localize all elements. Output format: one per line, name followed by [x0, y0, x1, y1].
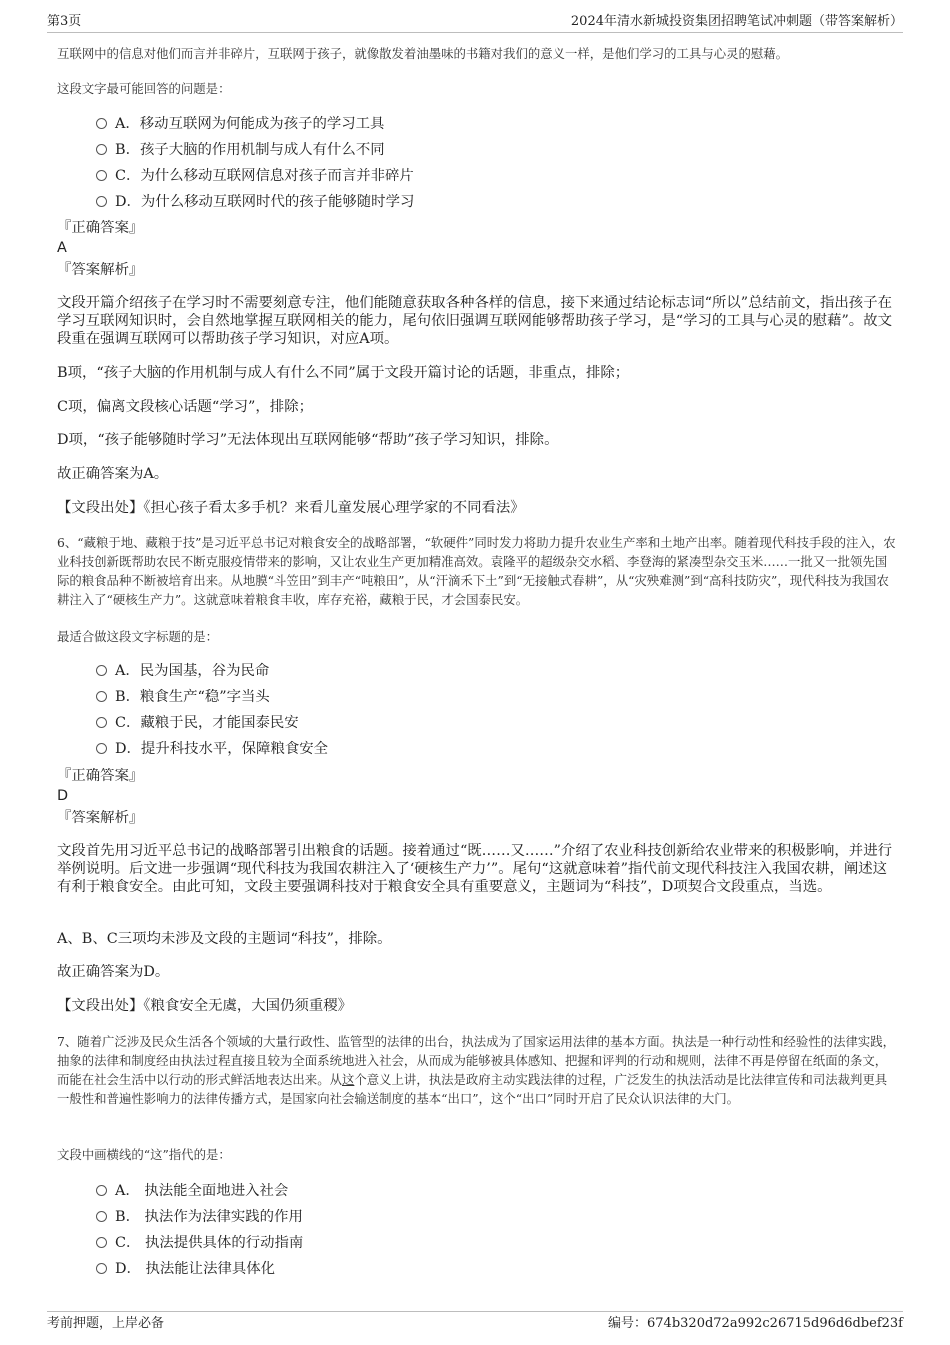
q7-options — [96, 1178, 303, 1282]
q6-stem: 最适合做这段文字标题的是： — [57, 629, 219, 644]
underlined-word: 这 — [341, 1072, 355, 1087]
q5-answer: A — [57, 240, 67, 256]
radio-icon[interactable] — [96, 665, 107, 676]
q6-answer-label: 『正确答案』 — [57, 768, 144, 784]
q6-conclusion: 故正确答案为D。 — [57, 964, 170, 980]
q5-analysis-c: C项，偏离文段核心话题“学习”，排除； — [57, 399, 313, 415]
q6-option-a[interactable]: A．民为国基，谷为民命 — [96, 658, 328, 684]
document-id: 编号：674b320d72a992c26715d96d6dbef23f — [608, 1316, 903, 1331]
q6-option-b[interactable]: B．粮食生产“稳”字当头 — [96, 684, 328, 710]
q6-option-c[interactable]: C．藏粮于民，才能国泰民安 — [96, 710, 328, 736]
q6-answer: D — [57, 788, 69, 804]
document-title: 2024年清水新城投资集团招聘笔试冲刺题（带答案解析） — [570, 14, 903, 29]
footer-slogan: 考前押题，上岸必备 — [47, 1316, 165, 1331]
q6-analysis-label: 『答案解析』 — [57, 810, 144, 826]
q7-passage: 7、随着广泛涉及民众生活各个领域的大量行政性、监管型的法律的出台，执法成为了国家运用法律的基本方面。执法是一种行动性和经验性的法律实践，抽象的法律和制度经由执法过程直接且较为全面系统地进入社会，从而成为能够被具体感知、把握和评判的行动和规则，法律不再是停留在纸面的条文，而能在社会生活中以行动的形式鲜活地表达出来。从这个意义上讲，执法是政府主动实践法律的过程，广泛发生的执法活动是比法律宣传和司法裁判更具一般性和普遍性影响力的法律传播方式，是国家向社会输送制度的基本“出口”，这个“出口”同时开启了民众认识法律的大门。 — [57, 1034, 896, 1106]
radio-icon[interactable] — [96, 1211, 107, 1222]
q5-analysis-main: 文段开篇介绍孩子在学习时不需要刻意专注，他们能随意获取各种各样的信息，接下来通过结论标志词“所以”总结前文，指出孩子在学习互联网知识时，会自然地掌握互联网相关的能力，尾句依旧强调互联网能够帮助孩子学习，是“学习的工具与心灵的慰藉”。故文段重在强调互联网可以帮助孩子学习知识，对应A项。 — [57, 295, 892, 347]
radio-icon[interactable] — [96, 196, 107, 207]
q5-analysis-label: 『答案解析』 — [57, 262, 144, 278]
q5-option-a[interactable]: A．移动互联网为何能成为孩子的学习工具 — [96, 111, 414, 137]
q5-conclusion: 故正确答案为A。 — [57, 466, 169, 482]
q5-source: 【文段出处】《担心孩子看太多手机？来看儿童发展心理学家的不同看法》 — [57, 500, 525, 516]
q7-option-c[interactable]: C． 执法提供具体的行动指南 — [96, 1230, 303, 1256]
q5-analysis-d: D项，“孩子能够随时学习”无法体现出互联网能够“帮助”孩子学习知识，排除。 — [57, 432, 559, 448]
page-header — [47, 12, 903, 33]
radio-icon[interactable] — [96, 691, 107, 702]
q6-source: 【文段出处】《粮食安全无虞，大国仍须重稷》 — [57, 998, 353, 1014]
page-footer — [47, 1311, 903, 1338]
q5-option-b[interactable]: B．孩子大脑的作用机制与成人有什么不同 — [96, 137, 414, 163]
q5-answer-label: 『正确答案』 — [57, 220, 144, 236]
q6-option-d[interactable]: D．提升科技水平，保障粮食安全 — [96, 736, 328, 762]
radio-icon[interactable] — [96, 717, 107, 728]
q5-stem: 这段文字最可能回答的问题是： — [57, 81, 231, 96]
q6-options — [96, 658, 328, 762]
radio-icon[interactable] — [96, 118, 107, 129]
q7-option-a[interactable]: A． 执法能全面地进入社会 — [96, 1178, 303, 1204]
q5-option-d[interactable]: D．为什么移动互联网时代的孩子能够随时学习 — [96, 189, 414, 215]
page-number: 第3页 — [47, 14, 82, 29]
q5-options — [96, 111, 414, 215]
radio-icon[interactable] — [96, 1185, 107, 1196]
radio-icon[interactable] — [96, 1237, 107, 1248]
radio-icon[interactable] — [96, 144, 107, 155]
radio-icon[interactable] — [96, 743, 107, 754]
q6-passage: 6、“藏粮于地、藏粮于技”是习近平总书记对粮食安全的战略部署，“软硬件”同时发力将助力提升农业生产率和土地产出率。随着现代科技手段的注入，农业科技创新既帮助农民不断克服疫情带来的影响，又让农业生产更加精准高效。袁隆平的超级杂交水稻、李登海的紧凑型杂交玉米……一批又一批领先国际的粮食品种不断被培育出来。从地膜“斗笠田”到丰产“吨粮田”，从“汗滴禾下土”到“无接触式春耕”，从“灾殃难测”到“高科技防灾”，现代科技为我国农耕注入了“硬核生产力”。这就意味着粮食丰收，库存充裕，藏粮于民，才会国泰民安。 — [57, 535, 896, 607]
q6-analysis-main: 文段首先用习近平总书记的战略部署引出粮食的话题。接着通过“既……又……”介绍了农业科技创新给农业带来的积极影响，并进行举例说明。后文进一步强调“现代科技为我国农耕注入了‘硬核生产力’”。尾句“这就意味着”指代前文现代科技注入我国农耕，阐述这有利于粮食安全。由此可知，文段主要强调科技对于粮食安全具有重要意义，主题词为“科技”，D项契合文段重点，当选。 — [57, 843, 892, 895]
q6-analysis-abc: A、B、C三项均未涉及文段的主题词“科技”，排除。 — [57, 931, 392, 947]
q5-analysis-b: B项，“孩子大脑的作用机制与成人有什么不同”属于文段开篇讨论的话题，非重点，排除； — [57, 365, 630, 381]
radio-icon[interactable] — [96, 170, 107, 181]
q7-option-b[interactable]: B． 执法作为法律实践的作用 — [96, 1204, 303, 1230]
q7-option-d[interactable]: D． 执法能让法律具体化 — [96, 1256, 303, 1282]
q5-option-c[interactable]: C．为什么移动互联网信息对孩子而言并非碎片 — [96, 163, 414, 189]
q5-passage-end: 互联网中的信息对他们而言并非碎片，互联网于孩子，就像散发着油墨味的书籍对我们的意义一样，是他们学习的工具与心灵的慰藉。 — [57, 46, 789, 61]
radio-icon[interactable] — [96, 1263, 107, 1274]
q7-stem: 文段中画横线的“这”指代的是： — [57, 1147, 231, 1162]
